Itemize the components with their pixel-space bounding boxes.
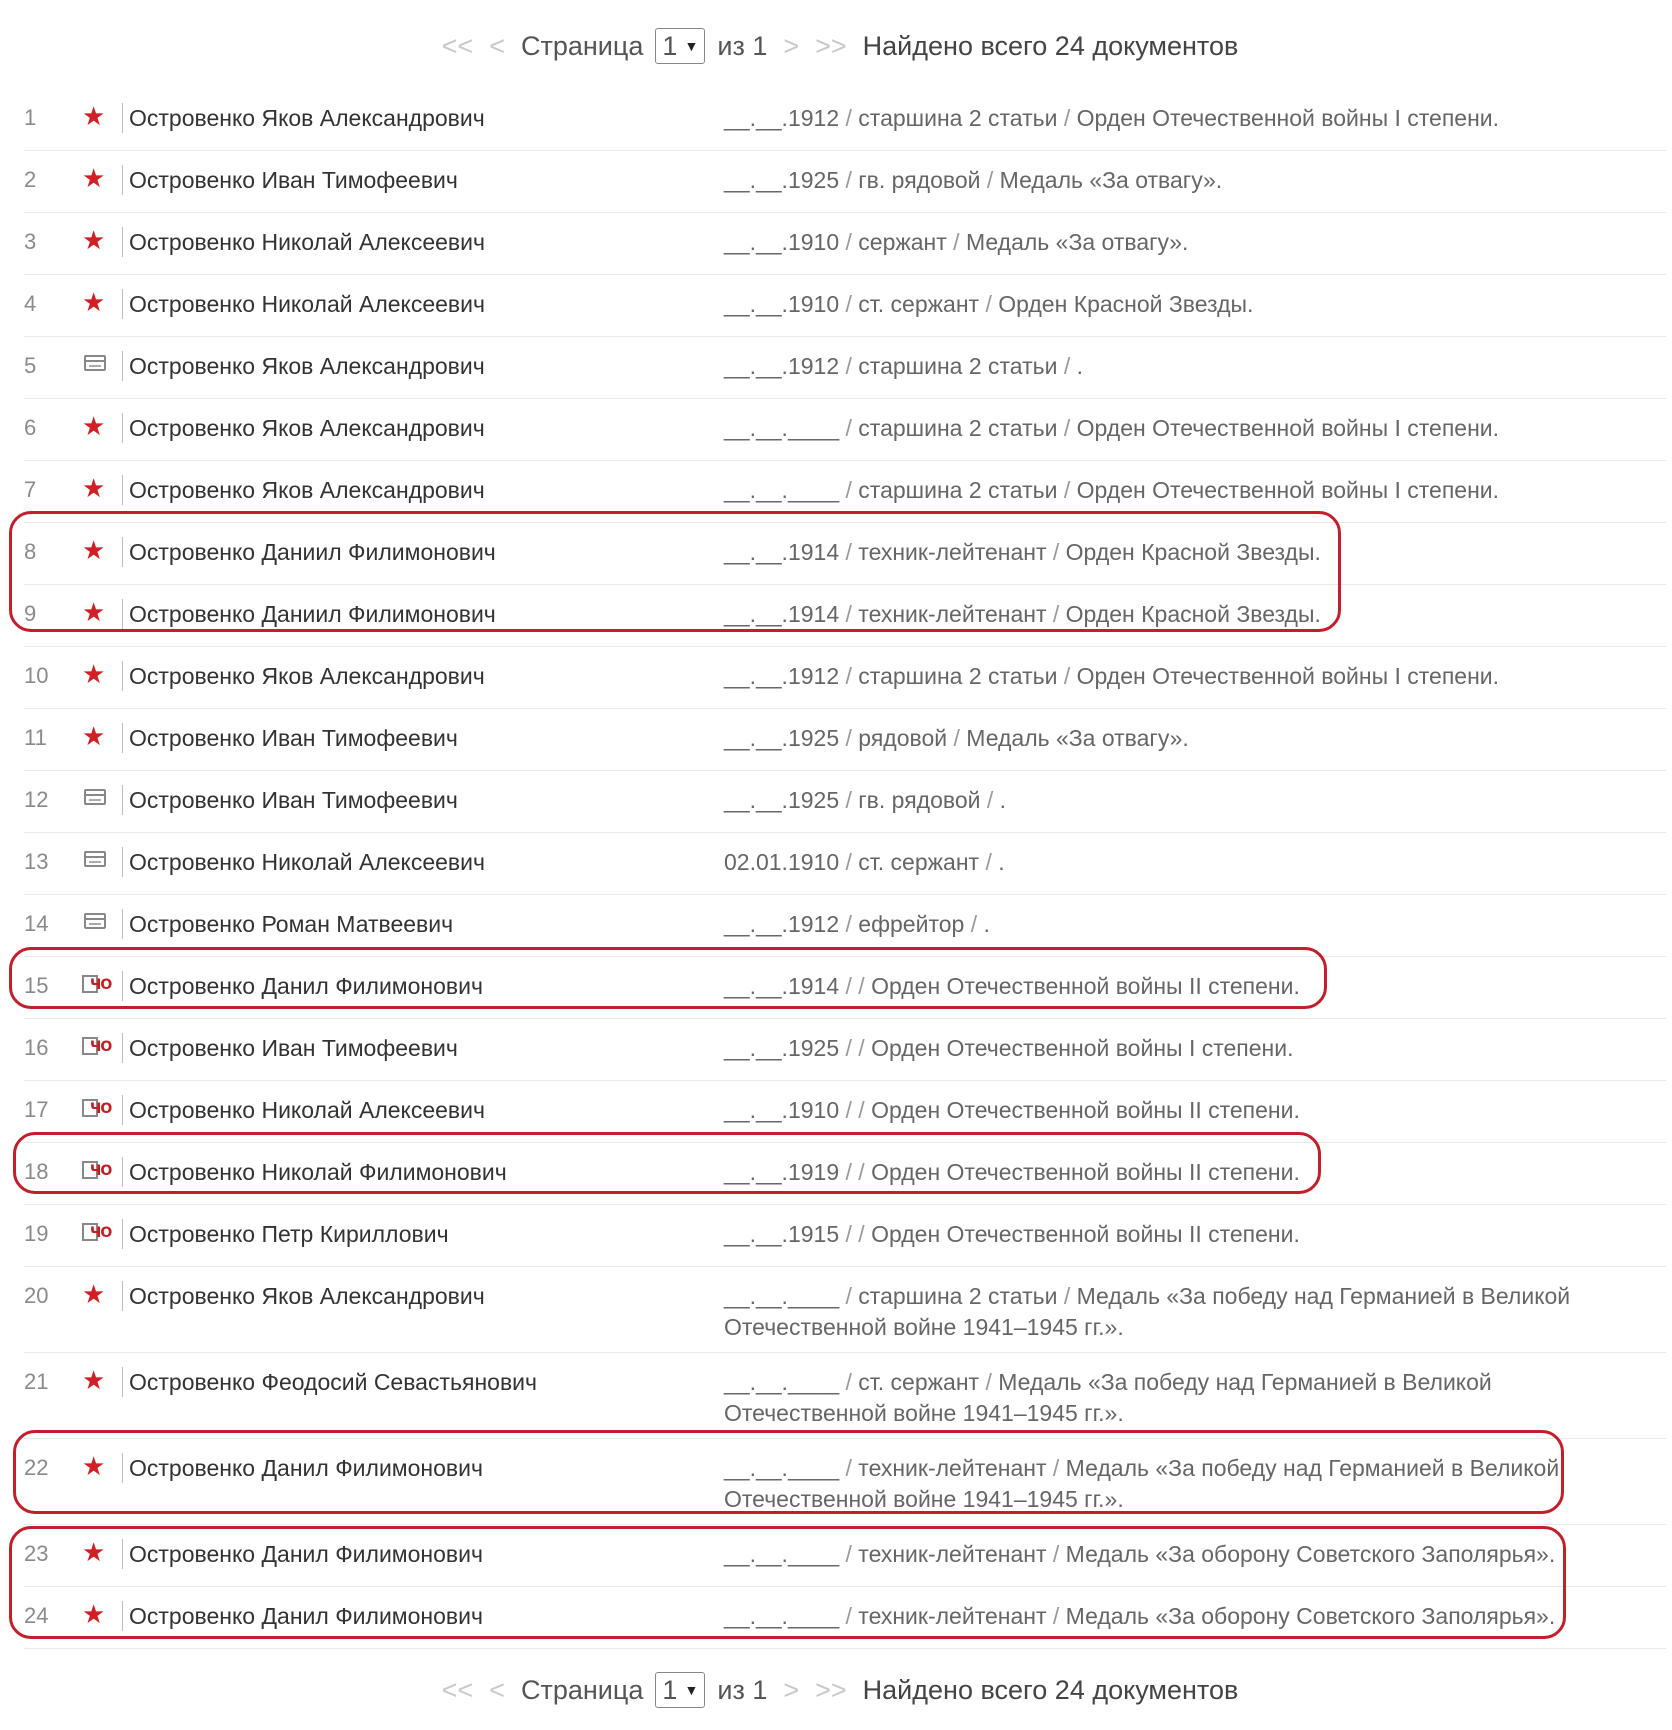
record-details <box>724 971 1644 1002</box>
table-row[interactable] <box>24 709 1666 771</box>
page-label: Страница <box>520 30 644 61</box>
military-rank: рядовой <box>858 725 948 751</box>
red-star-icon: ★ <box>82 287 106 317</box>
birth-date: __.__.1912 <box>724 353 840 379</box>
award-name: Орден Отечественной войны II степени. <box>871 1221 1300 1247</box>
separator: / <box>839 539 859 565</box>
award-name: Орден Отечественной войны II степени. <box>871 973 1300 999</box>
row-number: 9 <box>24 601 37 626</box>
person-name-link[interactable]: Островенко Яков Александрович <box>122 413 485 443</box>
last-page-button[interactable]: >> <box>815 30 847 61</box>
record-details <box>724 847 1644 878</box>
separator: / <box>964 911 984 937</box>
prev-page-button[interactable]: < <box>489 1674 505 1705</box>
record-details <box>724 475 1644 506</box>
document-icon <box>82 845 112 875</box>
award-name: Медаль «За отвагу». <box>965 229 1189 255</box>
separator: / <box>839 353 859 379</box>
row-number: 22 <box>24 1455 49 1480</box>
award-name: Орден Красной Звезды. <box>998 291 1254 317</box>
red-star-icon: ★ <box>82 535 106 565</box>
record-details <box>724 909 1644 940</box>
separator: / <box>858 1035 872 1061</box>
separator: / <box>946 229 966 255</box>
row-number: 16 <box>24 1035 49 1060</box>
person-name-link[interactable]: Островенко Иван Тимофеевич <box>122 723 458 753</box>
person-name-link[interactable]: Островенко Яков Александрович <box>122 475 485 505</box>
award-name: . <box>1076 353 1084 379</box>
person-name-link[interactable]: Островенко Иван Тимофеевич <box>122 1033 458 1063</box>
page-select[interactable] <box>655 1672 705 1708</box>
separator: / <box>858 973 872 999</box>
person-name-link[interactable]: Островенко Данил Филимонович <box>122 971 483 1001</box>
record-details <box>724 723 1644 754</box>
pager-bottom <box>0 1668 1672 1712</box>
chevron-down-icon: ▼ <box>684 38 699 54</box>
birth-date: __.__.1914 <box>724 601 840 627</box>
birth-date: __.__.1919 <box>724 1159 840 1185</box>
table-row[interactable] <box>24 1143 1666 1205</box>
birth-date: __.__.____ <box>724 415 840 441</box>
separator: / <box>1046 1455 1066 1481</box>
military-rank: техник-лейтенант <box>858 1603 1047 1629</box>
military-rank: гв. рядовой <box>858 787 981 813</box>
award-certificate-icon: ЧО <box>82 969 112 999</box>
birth-date: __.__.1925 <box>724 725 840 751</box>
record-details <box>724 1095 1644 1126</box>
document-icon <box>82 783 112 813</box>
separator: / <box>980 787 1000 813</box>
table-row[interactable] <box>24 213 1666 275</box>
person-name-link[interactable]: Островенко Феодосий Севастьянович <box>122 1367 537 1397</box>
separator: / <box>839 1221 859 1247</box>
separator: / <box>839 1369 859 1395</box>
row-number: 10 <box>24 663 49 688</box>
separator: / <box>1046 539 1066 565</box>
separator: / <box>839 167 859 193</box>
military-rank: ефрейтор <box>858 911 965 937</box>
award-name: . <box>983 911 990 937</box>
red-star-icon: ★ <box>82 1365 106 1395</box>
birth-date: __.__.1912 <box>724 105 840 131</box>
award-name: Орден Отечественной войны I степени. <box>1076 105 1500 131</box>
table-row[interactable] <box>24 1587 1666 1649</box>
birth-date: __.__.1912 <box>724 663 840 689</box>
person-name-link[interactable]: Островенко Николай Филимонович <box>122 1157 507 1187</box>
award-name: Медаль «За победу над Германией в Великой Отечественной войне 1941–1945 гг.». <box>724 1455 1560 1512</box>
record-details <box>724 103 1644 134</box>
military-rank: старшина 2 статьи <box>858 353 1058 379</box>
birth-date: __.__.____ <box>724 1369 840 1395</box>
birth-date: __.__.____ <box>724 477 840 503</box>
page-select-value: 1 <box>662 30 678 61</box>
row-number: 1 <box>24 105 37 130</box>
award-name: Медаль «За отвагу». <box>966 725 1189 751</box>
person-name-link[interactable]: Островенко Даниил Филимонович <box>122 599 496 629</box>
row-number: 7 <box>24 477 37 502</box>
first-page-button[interactable]: << <box>441 1674 474 1705</box>
separator: / <box>839 291 859 317</box>
table-row[interactable] <box>24 461 1666 523</box>
award-name: Орден Отечественной войны II степени. <box>871 1159 1300 1185</box>
birth-date: __.__.1910 <box>724 229 840 255</box>
table-row[interactable] <box>24 1205 1666 1267</box>
military-rank: ст. сержант <box>858 849 980 875</box>
page-select-value: 1 <box>662 1674 678 1705</box>
person-name-link[interactable]: Островенко Яков Александрович <box>122 103 485 133</box>
record-details <box>724 1219 1644 1250</box>
row-number: 17 <box>24 1097 49 1122</box>
red-star-icon: ★ <box>82 101 106 131</box>
birth-date: __.__.____ <box>724 1283 840 1309</box>
red-star-icon: ★ <box>82 721 106 751</box>
military-rank: старшина 2 статьи <box>858 477 1058 503</box>
award-name: Медаль «За отвагу». <box>999 167 1223 193</box>
military-rank: гв. рядовой <box>858 167 981 193</box>
birth-date: __.__.1910 <box>724 1097 840 1123</box>
table-row[interactable] <box>24 1019 1666 1081</box>
separator: / <box>979 291 999 317</box>
record-details <box>724 1033 1644 1064</box>
award-name: Медаль «За оборону Советского Заполярья». <box>1065 1603 1556 1629</box>
row-number: 3 <box>24 229 37 254</box>
award-name: Медаль «За победу над Германией в Великой Отечественной войне 1941–1945 гг.». <box>724 1369 1492 1426</box>
table-row[interactable] <box>24 1525 1666 1587</box>
next-page-button[interactable]: > <box>783 1674 800 1705</box>
award-name: Орден Отечественной войны I степени. <box>1076 415 1500 441</box>
military-rank: старшина 2 статьи <box>858 105 1058 131</box>
separator: / <box>1057 353 1077 379</box>
separator: / <box>839 477 859 503</box>
separator: / <box>858 1159 872 1185</box>
row-number: 15 <box>24 973 49 998</box>
record-details <box>724 289 1644 320</box>
row-number: 4 <box>24 291 37 316</box>
separator: / <box>980 167 1000 193</box>
row-number: 2 <box>24 167 37 192</box>
separator: / <box>839 911 859 937</box>
separator: / <box>1057 663 1077 689</box>
award-name: . <box>998 849 1005 875</box>
row-number: 21 <box>24 1369 49 1394</box>
record-details <box>724 785 1644 816</box>
birth-date: __.__.1925 <box>724 787 840 813</box>
table-row[interactable] <box>24 1081 1666 1143</box>
row-number: 14 <box>24 911 49 936</box>
birth-date: __.__.____ <box>724 1455 840 1481</box>
page-select[interactable] <box>655 28 705 64</box>
red-star-icon: ★ <box>82 1599 106 1629</box>
table-row[interactable] <box>24 833 1666 895</box>
separator: / <box>839 1283 859 1309</box>
red-star-icon: ★ <box>82 163 106 193</box>
award-name: Орден Красной Звезды. <box>1065 539 1321 565</box>
page-of-label: из 1 <box>717 1674 768 1705</box>
table-row[interactable] <box>24 585 1666 647</box>
separator: / <box>979 849 999 875</box>
chevron-down-icon: ▼ <box>684 1682 699 1698</box>
military-rank: старшина 2 статьи <box>858 1283 1058 1309</box>
red-star-icon: ★ <box>82 225 106 255</box>
row-number: 19 <box>24 1221 49 1246</box>
table-row[interactable] <box>24 1267 1666 1353</box>
record-details <box>724 537 1644 568</box>
person-name-link[interactable]: Островенко Николай Алексеевич <box>122 1095 485 1125</box>
separator: / <box>839 1455 859 1481</box>
separator: / <box>1046 1541 1066 1567</box>
person-name-link[interactable]: Островенко Николай Алексеевич <box>122 227 485 257</box>
record-details <box>724 1281 1644 1343</box>
red-star-icon: ★ <box>82 1451 106 1481</box>
person-name-link[interactable]: Островенко Петр Кириллович <box>122 1219 449 1249</box>
person-name-link[interactable]: Островенко Даниил Филимонович <box>122 537 496 567</box>
red-star-icon: ★ <box>82 473 106 503</box>
separator: / <box>839 1035 859 1061</box>
table-row[interactable] <box>24 275 1666 337</box>
person-name-link[interactable]: Островенко Данил Филимонович <box>122 1539 483 1569</box>
separator: / <box>839 1159 859 1185</box>
separator: / <box>858 1221 872 1247</box>
award-certificate-icon: ЧО <box>82 1093 112 1123</box>
table-row[interactable] <box>24 1353 1666 1439</box>
record-details <box>724 661 1644 692</box>
award-name: Орден Красной Звезды. <box>1065 601 1321 627</box>
birth-date: __.__.1912 <box>724 911 840 937</box>
red-star-icon: ★ <box>82 411 106 441</box>
birth-date: __.__.1915 <box>724 1221 840 1247</box>
award-name: Орден Отечественной войны II степени. <box>871 1097 1300 1123</box>
table-row[interactable] <box>24 1439 1666 1525</box>
award-name: Орден Отечественной войны I степени. <box>1076 477 1500 503</box>
person-name-link[interactable]: Островенко Иван Тимофеевич <box>122 785 458 815</box>
record-details <box>724 165 1644 196</box>
separator: / <box>1057 105 1077 131</box>
table-row[interactable] <box>24 89 1666 151</box>
birth-date: __.__.1914 <box>724 539 840 565</box>
table-row[interactable] <box>24 523 1666 585</box>
table-row[interactable] <box>24 399 1666 461</box>
prev-page-button[interactable]: < <box>489 30 505 61</box>
record-details <box>724 1601 1644 1632</box>
military-rank: ст. сержант <box>858 1369 980 1395</box>
row-number: 24 <box>24 1603 49 1628</box>
separator: / <box>839 1603 859 1629</box>
separator: / <box>1046 601 1066 627</box>
table-row[interactable] <box>24 771 1666 833</box>
birth-date: 02.01.1910 <box>724 849 840 875</box>
separator: / <box>1057 415 1077 441</box>
row-number: 12 <box>24 787 49 812</box>
person-name-link[interactable]: Островенко Яков Александрович <box>122 351 485 381</box>
separator: / <box>1046 1603 1066 1629</box>
person-name-link[interactable]: Островенко Иван Тимофеевич <box>122 165 458 195</box>
red-star-icon: ★ <box>82 597 106 627</box>
table-row[interactable] <box>24 337 1666 399</box>
first-page-button[interactable]: << <box>441 30 474 61</box>
results-list <box>24 89 1666 1649</box>
red-star-icon: ★ <box>82 659 106 689</box>
red-star-icon: ★ <box>82 1537 106 1567</box>
person-name-link[interactable]: Островенко Данил Филимонович <box>122 1453 483 1483</box>
row-number: 18 <box>24 1159 49 1184</box>
separator: / <box>839 229 859 255</box>
page-of-label: из 1 <box>717 30 768 61</box>
award-name: Орден Отечественной войны I степени. <box>871 1035 1294 1061</box>
person-name-link[interactable]: Островенко Данил Филимонович <box>122 1601 483 1631</box>
birth-date: __.__.____ <box>724 1603 840 1629</box>
award-name: Медаль «За оборону Советского Заполярья». <box>1065 1541 1556 1567</box>
row-number: 5 <box>24 353 37 378</box>
birth-date: __.__.1914 <box>724 973 840 999</box>
record-details <box>724 1157 1644 1188</box>
military-rank: ст. сержант <box>858 291 980 317</box>
total-count: Найдено всего 24 документов <box>862 30 1239 61</box>
birth-date: __.__.1925 <box>724 167 840 193</box>
person-name-link[interactable]: Островенко Яков Александрович <box>122 1281 485 1311</box>
record-details <box>724 227 1644 258</box>
award-name: Орден Отечественной войны I степени. <box>1076 663 1500 689</box>
separator: / <box>839 725 859 751</box>
table-row[interactable] <box>24 957 1666 1019</box>
military-rank: техник-лейтенант <box>858 539 1047 565</box>
next-page-button[interactable]: > <box>783 30 800 61</box>
separator: / <box>947 725 967 751</box>
person-name-link[interactable]: Островенко Яков Александрович <box>122 661 485 691</box>
separator: / <box>1057 477 1077 503</box>
person-name-link[interactable]: Островенко Николай Алексеевич <box>122 847 485 877</box>
award-name: . <box>999 787 1007 813</box>
record-details <box>724 351 1644 382</box>
award-certificate-icon: ЧО <box>82 1031 112 1061</box>
table-row[interactable] <box>24 647 1666 709</box>
award-name: Медаль «За победу над Германией в Великой Отечественной войне 1941–1945 гг.». <box>724 1283 1571 1340</box>
separator: / <box>1057 1283 1077 1309</box>
table-row[interactable] <box>24 151 1666 213</box>
record-details <box>724 1453 1644 1515</box>
birth-date: __.__.1910 <box>724 291 840 317</box>
military-rank: техник-лейтенант <box>858 601 1047 627</box>
row-number: 20 <box>24 1283 49 1308</box>
row-number: 23 <box>24 1541 49 1566</box>
pager-top <box>0 24 1672 68</box>
separator: / <box>839 663 859 689</box>
red-star-icon: ★ <box>82 1279 106 1309</box>
military-rank: старшина 2 статьи <box>858 663 1058 689</box>
separator: / <box>839 973 859 999</box>
last-page-button[interactable]: >> <box>815 1674 847 1705</box>
birth-date: __.__.1925 <box>724 1035 840 1061</box>
separator: / <box>839 1097 859 1123</box>
award-certificate-icon: ЧО <box>82 1217 112 1247</box>
separator: / <box>839 415 859 441</box>
table-row[interactable] <box>24 895 1666 957</box>
military-rank: техник-лейтенант <box>858 1541 1047 1567</box>
row-number: 6 <box>24 415 37 440</box>
separator: / <box>839 601 859 627</box>
military-rank: старшина 2 статьи <box>858 415 1058 441</box>
record-details <box>724 413 1644 444</box>
row-number: 11 <box>24 725 47 750</box>
document-icon <box>82 349 112 379</box>
person-name-link[interactable]: Островенко Роман Матвеевич <box>122 909 453 939</box>
document-icon <box>82 907 112 937</box>
separator: / <box>839 1541 859 1567</box>
military-rank: техник-лейтенант <box>858 1455 1047 1481</box>
total-count: Найдено всего 24 документов <box>862 1674 1239 1705</box>
military-rank: сержант <box>858 229 947 255</box>
row-number: 8 <box>24 539 37 564</box>
page-label: Страница <box>520 1674 644 1705</box>
separator: / <box>858 1097 872 1123</box>
birth-date: __.__.____ <box>724 1541 840 1567</box>
award-certificate-icon: ЧО <box>82 1155 112 1185</box>
separator: / <box>839 105 859 131</box>
separator: / <box>979 1369 999 1395</box>
record-details <box>724 1539 1644 1570</box>
row-number: 13 <box>24 849 49 874</box>
person-name-link[interactable]: Островенко Николай Алексеевич <box>122 289 485 319</box>
record-details <box>724 1367 1644 1429</box>
separator: / <box>839 849 859 875</box>
record-details <box>724 599 1644 630</box>
separator: / <box>839 787 859 813</box>
